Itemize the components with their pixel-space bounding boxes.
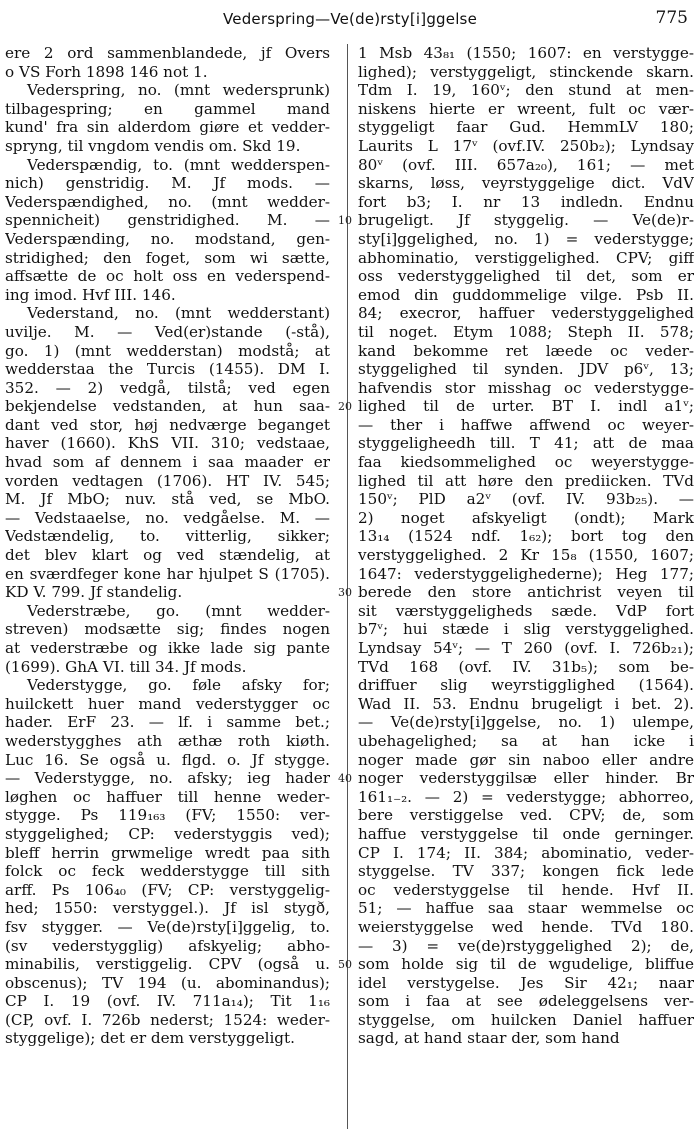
running-head-title: Vederspring—Ve(de)rsty[i]ggelse [222, 10, 477, 28]
text-line: folck oc feck wedderstygge till sith [5, 862, 330, 881]
text-line: dant ved stor, høj nedværge beganget [5, 415, 330, 434]
text-line: oss vederstyggelighed til det, som er [358, 267, 694, 286]
text-line: sagd, at hand staar der, som hand [358, 1029, 620, 1048]
text-line: lighed til de urter. BT I. indl a1ᵛ; [358, 397, 694, 416]
text-line: KD V. 799. Jf standelig. [5, 583, 183, 602]
left-column [5, 44, 330, 1048]
text-line: at vederstræbe og ikke lade sig pante [5, 639, 330, 657]
text-line: 2) noget afskyeligt (ondt); Mark [358, 508, 694, 527]
text-line: (1699). GhA VI. till 34. Jf mods. [5, 657, 247, 676]
text-line: niskens hierte er wreent, fult oc vær- [358, 99, 694, 118]
text-line: go. 1) (mnt wedderstan) modstå; at [5, 341, 330, 360]
text-line: berede den store antichrist veyen til [358, 583, 694, 602]
text-line: kund' fra sin alderdom giøre et vedder- [5, 118, 330, 137]
text-line: noger made gør sin naboo eller andre [358, 750, 694, 769]
running-head [0, 4, 700, 34]
text-line: fort b3; I. nr 13 indledn. Endnu [358, 192, 694, 211]
text-line: Vedstændelig, to. vitterlig, sikker; [5, 527, 330, 546]
text-line: 1 Msb 43₈₁ (1550; 1607: en verstygge- [358, 44, 694, 62]
page-number: 775 [655, 8, 688, 28]
text-line: brugeligt. Jf styggelig. — Ve(de)r- [358, 211, 694, 230]
line-number-marker: 40 [338, 772, 352, 786]
text-line: en sværdfeger kone har hjulpet S (1705). [5, 564, 330, 583]
text-line: uvilje. M. — Ved(er)stande (-stå), [5, 322, 330, 341]
text-line: som holde sig til de wgudelige, bliffue [358, 955, 694, 974]
text-line: 1647: vederstyggelighederne); Heg 177; [358, 564, 694, 583]
text-line: hafvendis stor misshag oc vederstygge- [358, 378, 694, 397]
text-line: idel verstygelse. Jes Sir 42₁; naar [358, 973, 694, 992]
text-line: verstyggelighed. 2 Kr 15₈ (1550, 1607; [358, 546, 694, 565]
text-line: oc vederstyggelse til hende. Hvf II. [358, 880, 694, 899]
text-line: nich) genstridig. M. Jf mods. — [5, 174, 330, 193]
text-line: driffuer slig weyrstigglighed (1564). [358, 676, 694, 695]
line-number-marker: 50 [338, 958, 352, 972]
text-line: faa kiedsommelighed oc weyerstygge- [358, 453, 694, 472]
text-line: 13₁₄ (1524 ndf. 1₆₂); bort tog den [358, 527, 694, 546]
text-line: styggelige); det er dem verstyggeligt. [5, 1029, 295, 1048]
text-line: Vederstand, no. (mnt wedderstant) [27, 304, 330, 323]
text-line: løghen oc haffuer till henne weder- [5, 787, 330, 806]
text-line: CP I. 174; II. 384; abominatio, veder- [358, 843, 694, 862]
text-line: lighed til att høre den prediicken. TVd [358, 471, 694, 490]
text-line: weierstyggelse wed hende. TVd 180. [358, 917, 694, 936]
text-line: 51; — haffue saa staar wemmelse oc [358, 899, 694, 918]
text-line: styggeligheedh till. T 41; att de maa [358, 434, 694, 453]
text-line: spennicheit) genstridighed. M. — [5, 211, 330, 230]
text-line: sty[i]ggelighed, no. 1) = vederstygge; [358, 229, 694, 248]
text-line: — Vederstygge, no. afsky; ieg hader [5, 769, 330, 788]
text-line: emod din guddommelige vilge. Psb II. [358, 285, 694, 304]
text-line: TVd 168 (ovf. IV. 31b₅); som be- [358, 657, 694, 676]
text-line: stridighed; den foget, som wi sætte, [5, 248, 330, 267]
text-line: vorden vedtagen (1706). HT IV. 545; [5, 471, 330, 490]
text-line: — Vedstaaelse, no. vedgåelse. M. — [5, 508, 330, 527]
text-line: CP I. 19 (ovf. IV. 711a₁₄); Tit 1₁₆ [5, 992, 330, 1011]
text-line: minabilis, verstiggelig. CPV (også u. [5, 955, 330, 974]
text-line: haver (1660). KhS VII. 310; vedstaae, [5, 434, 330, 453]
text-line: arff. Ps 106₄₀ (FV; CP: verstyggelig- [5, 880, 330, 899]
text-line: bere verstiggelse ved. CPV; de, som [358, 806, 694, 825]
text-line: Vederspændighed, no. (mnt wedder- [5, 192, 330, 211]
text-line: hader. ErF 23. — lf. i samme bet.; [5, 713, 330, 732]
text-line: (sv vederstygglig) afskyelig; abho- [5, 936, 330, 955]
text-line: styggelse. TV 337; kongen fick lede [358, 862, 694, 881]
text-line: spryng, til vngdom vendis om. Skd 19. [5, 136, 301, 155]
text-line: kand bekomme ret læede oc veder- [358, 341, 694, 360]
text-line: styggeligt faar Gud. HemmLV 180; [358, 118, 694, 137]
text-line: abhominatio, verstiggelighed. CPV; giff [358, 248, 694, 267]
right-column [358, 44, 694, 1048]
text-line: Vederstygge, go. føle afsky for; [27, 676, 330, 695]
text-line: Vederspring, no. (mnt wedersprunk) [27, 81, 330, 100]
text-line: huilckett huer mand vederstygger oc [5, 694, 330, 713]
text-line: Wad II. 53. Endnu brugeligt i bet. 2). [358, 694, 694, 713]
text-line: Laurits L 17ᵛ (ovf.IV. 250b₂); Lyndsay [358, 136, 694, 155]
text-line: 80ᵛ (ovf. III. 657a₂₀), 161; — met [358, 155, 694, 174]
text-line: hvad som af dennem i saa maader er [5, 453, 330, 472]
text-line: det blev klart og ved stændelig, at [5, 546, 330, 565]
line-number-marker: 10 [338, 214, 352, 228]
text-line: streven) modsætte sig; findes nogen [5, 620, 330, 639]
text-line: stygge. Ps 119₁₆₃ (FV; 1550: ver- [5, 806, 330, 825]
text-line: ere 2 ord sammenblandede, jf Overs [5, 44, 330, 62]
text-line: 352. — 2) vedgå, tilstå; ved egen [5, 378, 330, 397]
text-line: ubehagelighed; sa at han icke i [358, 731, 694, 750]
text-line: styggelighed; CP: vederstyggis ved); [5, 824, 330, 843]
text-line: lighed); verstyggeligt, stinckende skarn. [358, 62, 694, 81]
text-line: skarns, løss, veyrstyggelige dict. VdV [358, 174, 694, 193]
text-line: Lyndsay 54ᵛ; — T 260 (ovf. I. 726b₂₁); [358, 639, 694, 657]
text-line: styggelse, om huilcken Daniel haffuer [358, 1010, 694, 1029]
text-line: o VS Forh 1898 146 not 1. [5, 62, 208, 81]
text-line: 84; execror, haffuer vederstyggelighed [358, 304, 694, 323]
text-line: styggelighed til synden. JDV p6ᵛ, 13; [358, 360, 694, 379]
text-line: Vederspændig, to. (mnt wedderspen- [27, 155, 330, 174]
text-line: — Ve(de)rsty[i]ggelse, no. 1) ulempe, [358, 713, 694, 732]
text-line: — ther i haffwe affwend oc weyer- [358, 415, 694, 434]
text-line: 161₁₋₂. — 2) = vederstygge; abhorreo, [358, 787, 694, 806]
line-number-marker: 20 [338, 400, 352, 414]
text-line: fsv stygger. — Ve(de)rsty[i]ggelig, to. [5, 917, 330, 936]
text-line: Tdm I. 19, 160ᵛ; den stund at men- [358, 81, 694, 100]
text-line: ing imod. Hvf III. 146. [5, 285, 176, 304]
line-number-marker: 30 [338, 586, 352, 600]
text-line: tilbagespring; en gammel mand [5, 99, 330, 118]
text-line: hed; 1550: verstyggel.). Jf isl stygð, [5, 899, 330, 918]
text-line: M. Jf MbO; nuv. stå ved, se MbO. [5, 490, 330, 509]
text-line: til noget. Etym 1088; Steph II. 578; [358, 322, 694, 341]
text-line: som i faa at see ødeleggelsens ver- [358, 992, 694, 1011]
text-line: bekjendelse vedstanden, at hun saa- [5, 397, 330, 416]
text-line: Luc 16. Se også u. flgd. o. Jf stygge. [5, 750, 330, 769]
text-line: (CP, ovf. I. 726b nederst; 1524: weder- [5, 1010, 330, 1029]
text-line: obscenus); TV 194 (u. abominandus); [5, 973, 330, 992]
text-line: haffue verstyggelse til onde gerninger. [358, 824, 694, 843]
text-line: affsætte de oc holt oss en vederspend- [5, 267, 330, 286]
text-line: sit værstyggeligheds sæde. VdP fort [358, 601, 694, 620]
text-line: Vederspænding, no. modstand, gen- [5, 229, 330, 248]
text-line: — 3) = ve(de)rstyggelighed 2); de, [358, 936, 694, 955]
text-line: wederstygghes ath æthæ roth kiøth. [5, 731, 330, 750]
text-line: noger vederstyggilsæ eller hinder. Br [358, 769, 694, 788]
text-line: 150ᵛ; PlD a2ᵛ (ovf. IV. 93b₂₅). — [358, 490, 694, 509]
text-line: bleff herrin grwmelige wredt paa sith [5, 843, 330, 862]
text-line: Vederstræbe, go. (mnt wedder- [27, 601, 330, 620]
text-line: wedderstaa the Turcis (1455). DM I. [5, 360, 330, 379]
text-line: b7ᵛ; hui stæde i slig verstyggelighed. [358, 620, 694, 639]
